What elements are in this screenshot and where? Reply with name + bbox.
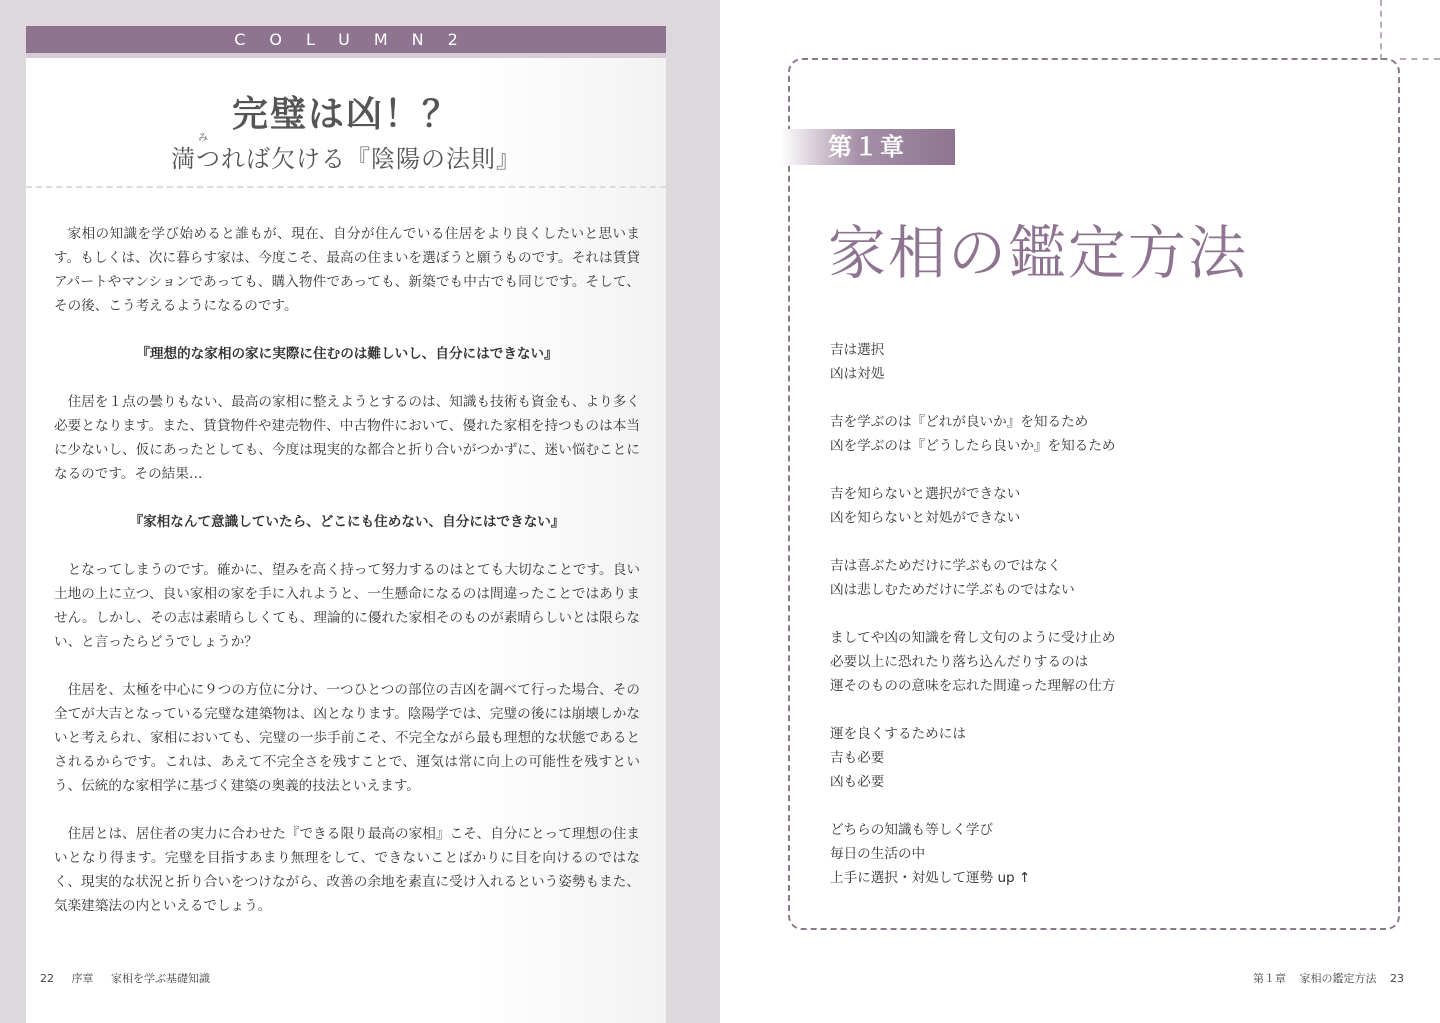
left-folio — [40, 970, 224, 986]
poem-line: 凶は対処 — [830, 366, 885, 382]
poem-line: 凶も必要 — [830, 774, 885, 790]
page-number: 22 — [40, 972, 54, 985]
poem-line: 吉は選択 — [830, 342, 885, 358]
stanza — [830, 626, 1115, 698]
quote: 『理想的な家相の家に実際に住むのは難しいし、自分にはできない』 — [136, 346, 558, 362]
title-divider — [26, 186, 666, 188]
poem-line: ましてや凶の知識を脅し文句のように受け止め — [830, 630, 1116, 646]
band-shadow — [26, 53, 666, 58]
stanza — [830, 818, 1115, 890]
poem-line: 凶を学ぶのは『どうしたら良いか』を知るため — [830, 438, 1116, 454]
quote: 『家相なんて意識していたら、どこにも住めない、自分にはできない』 — [129, 514, 565, 530]
chapter-badge: 第１章 — [780, 129, 955, 165]
right-folio — [1243, 970, 1404, 986]
subtitle-text: 満つれば欠ける『陰陽の法則』 — [171, 145, 521, 173]
column-subtitle — [26, 133, 666, 174]
chapter-intro-poem — [830, 338, 1115, 914]
paragraph: 住居とは、居住者の実力に合わせた『できる限り最高の家相』こそ、自分にとって理想の住まいとなり得ます。完璧を目指すあまり無理をして、できないことばかりに目を向けるのではなく、現実的な状況と折り合いをつけながら、改善の余地を素直に受け入れるという姿勢もまた、気楽建築法の内といえるでしょう。 — [54, 826, 640, 914]
frame-decoration — [1400, 58, 1440, 60]
poem-line: どちらの知識も等しく学び — [830, 822, 994, 838]
stanza — [830, 722, 1115, 794]
stanza — [830, 554, 1115, 602]
poem-line: 毎日の生活の中 — [830, 846, 926, 862]
chapter-title: 家相の鑑定方法 — [828, 219, 1249, 287]
folio-chapter: 第１章 — [1253, 972, 1286, 985]
paragraph: 住居を１点の曇りもない、最高の家相に整えようとするのは、知識も技術も資金も、より多く必要となります。また、賃貸物件や建売物件、中古物件において、優れた家相を持つものは本当に少ないし、仮にあったとしても、今度は現実的な都合と折り合いがつかずに、迷い悩むことになるのです。その結果… — [54, 394, 640, 482]
poem-line: 吉を知らないと選択ができない — [830, 486, 1021, 502]
column-title: 完璧は凶！？ — [231, 94, 460, 135]
poem-line: 上手に選択・対処して運勢 up ↑ — [830, 870, 1031, 886]
title-area — [26, 86, 666, 174]
stanza — [830, 338, 1115, 386]
column-body — [54, 222, 640, 942]
column-card — [26, 26, 666, 1023]
poem-line: 運そのものの意味を忘れた間違った理解の仕方 — [830, 678, 1116, 694]
poem-line: 運を良くするためには — [830, 726, 966, 742]
paragraph: 家相の知識を学び始めると誰もが、現在、自分が住んでいる住居をより良くしたいと思います。もしくは、次に暮らす家は、今度こそ、最高の住まいを選ぼうと願うものです。それは賃貸アパートやマンションであっても、購入物件であっても、新築でも中古でも同じです。そして、その後、こう考えるようになるのです。 — [54, 226, 640, 314]
poem-line: 凶は悲しむためだけに学ぶものではない — [830, 582, 1075, 598]
folio-section: 序章 — [71, 972, 94, 985]
stanza — [830, 482, 1115, 530]
subtitle-ruby: み — [198, 133, 209, 144]
stanza — [830, 410, 1115, 458]
poem-line: 凶を知らないと対処ができない — [830, 510, 1021, 526]
paragraph: 住居を、太極を中心に９つの方位に分け、一つひとつの部位の吉凶を調べて行った場合、その全てが大吉となっている完璧な建築物は、凶となります。陰陽学では、完璧の後には崩壊しかないと考えられ、家相においても、完璧の一歩手前こそ、不完全ながら最も理想的な状態であるとされるからです。これは、あえて不完全さを残すことで、運気は常に向上の可能性を残すという、伝統的な家相学に基づく建築の奥義的技法といえます。 — [54, 682, 640, 794]
frame-decoration — [1380, 0, 1382, 60]
poem-line: 必要以上に恐れたり落ち込んだりするのは — [830, 654, 1089, 670]
right-page — [720, 0, 1440, 1023]
poem-line: 吉を学ぶのは『どれが良いか』を知るため — [830, 414, 1089, 430]
folio-title: 家相の鑑定方法 — [1299, 972, 1377, 985]
page-number: 23 — [1390, 972, 1404, 985]
column-label: COLUMN2 — [26, 26, 666, 53]
folio-title: 家相を学ぶ基礎知識 — [111, 972, 210, 985]
poem-line: 吉も必要 — [830, 750, 885, 766]
paragraph: となってしまうのです。確かに、望みを高く持って努力するのはとても大切なことです。良い土地の上に立つ、良い家相の家を手に入れようと、一生懸命になるのは間違ったことではありません。しかし、その志は素晴らしくても、理論的に優れた家相そのものが素晴らしいとは限らない、と言ったらどうでしょうか？ — [54, 562, 640, 650]
poem-line: 吉は喜ぶためだけに学ぶものではなく — [830, 558, 1062, 574]
